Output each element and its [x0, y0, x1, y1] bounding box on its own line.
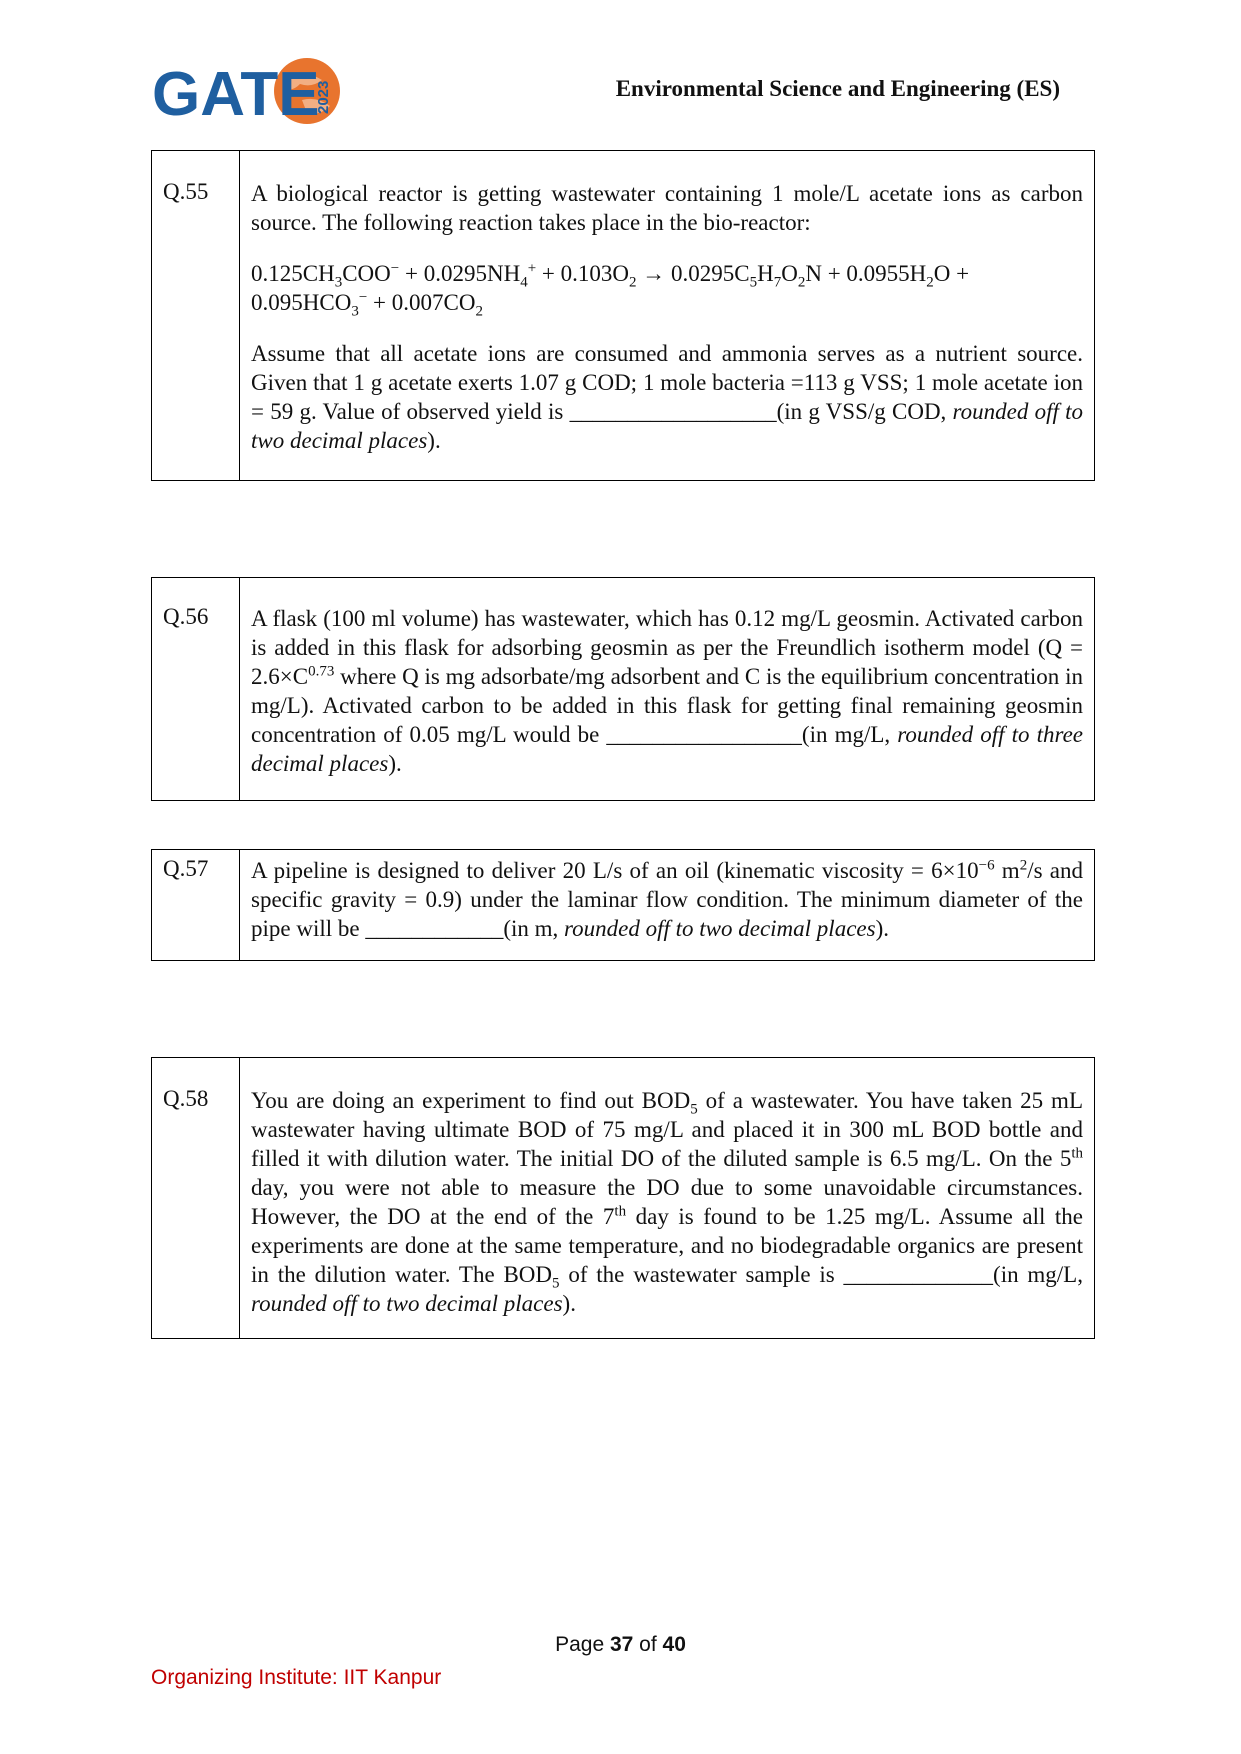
question-57	[151, 849, 1095, 961]
question-55	[151, 150, 1095, 481]
page-number: Page 37 of 40	[555, 1633, 686, 1656]
question-text	[240, 151, 1094, 480]
question-58	[151, 1057, 1095, 1339]
answer-blank[interactable]: ____________	[365, 916, 504, 941]
question-number: Q.57	[152, 850, 240, 960]
q57-body: A pipeline is designed to deliver 20 L/s of an oil (kinematic viscosity = $6\times 10^{-6}$ $m^2/s$ and specific gravity = 0.9) under the laminar flow condition. The minimum diameter of the pipe will be ____________(in m, rounded off to two decimal places).	[251, 857, 1083, 941]
question-56	[151, 577, 1095, 801]
question-text	[240, 1058, 1094, 1338]
organizing-institute: Organizing Institute: IIT Kanpur	[151, 1666, 442, 1689]
answer-blank[interactable]: __________________	[569, 399, 777, 424]
question-text	[240, 850, 1094, 960]
q55-reaction-equation: $0.125CH_3COO^- + 0.0295NH_4^+ + 0.103O_2 \to 0.0295C_5H_7O_2N + 0.0955H_2O$ + $0.095HCO_3^- + 0.007CO_2$	[251, 260, 970, 320]
logo-text: GATE	[152, 60, 320, 129]
question-number: Q.56	[152, 578, 240, 800]
question-text	[240, 578, 1094, 800]
question-number: Q.55	[152, 151, 240, 480]
logo-year: 2023	[315, 80, 332, 114]
answer-blank[interactable]: _____________	[843, 1262, 994, 1287]
q55-body: Assume that all acetate ions are consumed and ammonia serves as a nutrient source. Given that 1 g acetate exerts 1.07 g COD; 1 mole bacteria =113 g VSS; 1 mole acetate ion = 59 g. Value of observed yield is __________________(in g VSS/g COD, rounded off to two decimal places).	[251, 341, 1083, 453]
answer-blank[interactable]: _________________	[606, 722, 802, 747]
gate-2023-logo	[152, 58, 362, 138]
question-number: Q.58	[152, 1058, 240, 1338]
q56-body: A flask (100 ml volume) has wastewater, which has 0.12 mg/L geosmin. Activated carbon is added in this flask for adsorbing geosmin as per the Freundlich isotherm model ($Q = 2.6\times C^{0.73}$ where Q is mg adsorbate/mg adsorbent and C is the equilibrium concentration in mg/L). Activated carbon to be added in this flask for getting final remaining geosmin concentration of 0.05 mg/L would be _________________(in mg/L, rounded off to three decimal places).	[251, 606, 1083, 776]
q55-intro: A biological reactor is getting wastewater containing 1 mole/L acetate ions as carbon source. The following reaction takes place in the bio-reactor:	[251, 181, 1083, 235]
q58-body: You are doing an experiment to find out $BOD_5$ of a wastewater. You have taken 25 mL wastewater having ultimate BOD of 75 mg/L and placed it in 300 mL BOD bottle and filled it with dilution water. The initial DO of the diluted sample is 6.5 mg/L. On the 5th day, you were not able to measure the DO due to some unavoidable circumstances. However, the DO at the end of the 7th day is found to be 1.25 mg/L. Assume all the experiments are done at the same temperature, and no biodegradable organics are present in the dilution water. The $BOD_5$ of the wastewater sample is _____________(in mg/L, rounded off to two decimal places).	[251, 1088, 1083, 1316]
paper-title: Environmental Science and Engineering (ES)	[615, 76, 1060, 101]
